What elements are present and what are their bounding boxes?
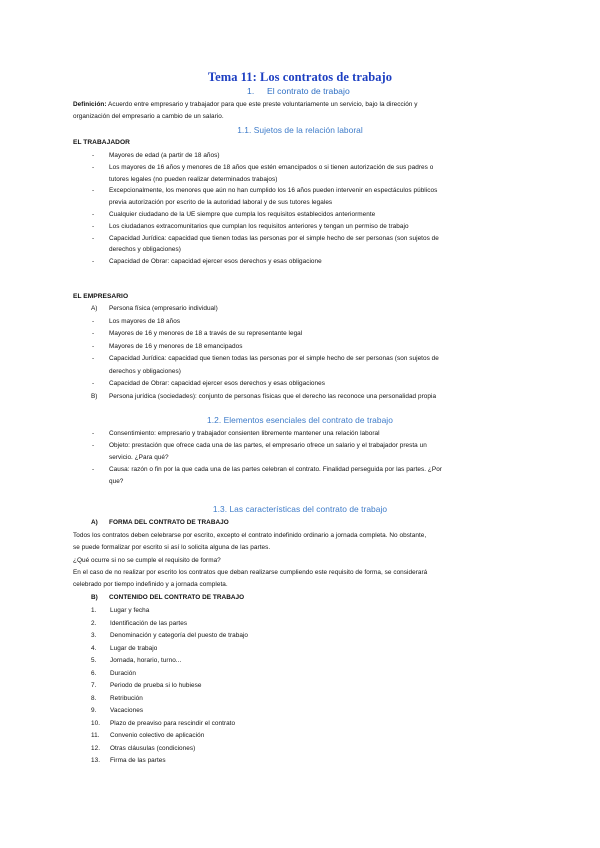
contenido-item-number: 8. — [91, 694, 97, 702]
empresario-a-text: Persona física (empresario individual) — [109, 305, 218, 312]
trabajador-bullet: - — [92, 152, 95, 159]
trabajador-heading: EL TRABAJADOR — [73, 139, 130, 146]
elementos-item-line: Consentimiento: empresario y trabajador consienten libremente mantener una relación laboral — [109, 430, 380, 437]
contenido-item-number: 4. — [91, 644, 97, 652]
forma-paragraph-line-2: se puede formalizar por escrito si así lo solicita alguna de las partes. — [73, 544, 271, 551]
contenido-item-text: Plazo de preaviso para rescindir el contrato — [110, 719, 236, 727]
page-title: Tema 11: Los contratos de trabajo — [207, 70, 393, 84]
contenido-item-text: Duración — [110, 669, 136, 677]
section-1-1-heading: 1.1. Sujetos de la relación laboral — [237, 125, 363, 135]
empresario-a-item-line: Capacidad de Obrar: capacidad ejercer esos derechos y esas obligaciones — [109, 380, 325, 387]
empresario-a-item-line: derechos y obligaciones) — [109, 367, 181, 375]
forma-label: A) — [91, 519, 98, 526]
contenido-item-text: Vacaciones — [110, 707, 144, 714]
contenido-item-number: 1. — [91, 607, 97, 614]
elementos-item-line: servicio. ¿Para qué? — [109, 453, 169, 461]
trabajador-item-line: derechos y obligaciones) — [109, 246, 181, 254]
trabajador-item-line: Mayores de edad (a partir de 18 años) — [109, 152, 220, 159]
contenido-item-text: Jornada, horario, turno... — [110, 657, 182, 664]
heading-1-text: El contrato de trabajo — [267, 86, 350, 96]
trabajador-item-line: Capacidad Jurídica: capacidad que tienen todas las personas por el simple hecho de ser personas (son sujetos de — [109, 234, 439, 242]
trabajador-bullet: - — [92, 222, 95, 230]
contenido-item-number: 5. — [91, 657, 97, 664]
contenido-item-number: 3. — [91, 632, 97, 639]
trabajador-item-line: Excepcionalmente, los menores que aún no han cumplido los 16 años pueden intervenir en espectáculos públicos — [109, 187, 438, 195]
elementos-bullet: - — [92, 442, 95, 450]
contenido-item-number: 6. — [91, 669, 97, 677]
section-1-2-heading: 1.2. Elementos esenciales del contrato de trabajo — [207, 415, 393, 425]
definition-label: Definición: — [73, 101, 107, 108]
section-1-3-heading: 1.3. Las características del contrato de trabajo — [212, 504, 388, 514]
contenido-item-text: Otras cláusulas (condiciones) — [110, 744, 196, 752]
trabajador-bullet: - — [92, 258, 95, 266]
definition-line-2: organización del empresario a cambio de un salario. — [73, 113, 224, 120]
contenido-heading: CONTENIDO DEL CONTRATO DE TRABAJO — [109, 594, 245, 601]
contenido-item-text: Periodo de prueba si lo hubiese — [110, 682, 202, 689]
contenido-item-number: 11. — [91, 732, 100, 739]
definition-line-1 — [73, 101, 417, 108]
empresario-a-item-line: Capacidad Jurídica: capacidad que tienen todas las personas por el simple hecho de ser personas (son sujetos de — [109, 355, 439, 363]
forma-question: ¿Qué ocurre si no se cumple el requisito de forma? — [73, 557, 221, 564]
trabajador-bullet: - — [92, 234, 95, 242]
empresario-b-text: Persona jurídica (sociedades): conjunto de personas físicas que el derecho las reconoce una personalidad propia — [109, 393, 437, 400]
contenido-item-text: Denominación y categoría del puesto de trabajo — [110, 632, 249, 639]
elementos-item-line: Objeto: prestación que ofrece cada una de las partes, el empresario ofrece un salario y el trabajador presta un — [109, 442, 427, 450]
trabajador-item-line: Cualquier ciudadano de la UE siempre que cumpla los requisitos establecidos anteriormente — [109, 210, 376, 218]
empresario-a-bullet: - — [92, 380, 95, 387]
contenido-item-number: 2. — [91, 619, 97, 627]
empresario-a-item-line: Los mayores de 18 años — [109, 318, 181, 325]
contenido-item-text: Lugar y fecha — [110, 607, 150, 614]
elementos-bullet: - — [92, 430, 95, 437]
trabajador-item-line: Capacidad de Obrar: capacidad ejercer esos derechos y esas obligacione — [109, 258, 322, 266]
elementos-item-line: que? — [109, 477, 124, 485]
empresario-a-item-line: Mayores de 16 y menores de 18 a través de su representante legal — [109, 330, 303, 338]
empresario-heading: EL EMPRESARIO — [73, 293, 129, 300]
contenido-item-text: Retribución — [110, 694, 143, 702]
elementos-bullet: - — [92, 466, 95, 474]
forma-paragraph-line-3: En el caso de no realizar por escrito los contratos que deban realizarse cumpliendo este requisito de forma, se considerará — [73, 569, 428, 576]
contenido-item-number: 13. — [91, 757, 101, 764]
contenido-item-number: 10. — [91, 719, 101, 727]
empresario-a-item-line: Mayores de 16 y menores de 18 emancipados — [109, 342, 243, 350]
trabajador-item-line: previa autorización por escrito de la autoridad laboral y de sus tutores legales — [109, 199, 333, 206]
trabajador-item-line: Los ciudadanos extracomunitarios que cumplan los requisitos anteriores y tengan un permiso de trabajo — [109, 222, 409, 230]
contenido-item-number: 7. — [91, 682, 97, 689]
empresario-a-bullet: - — [92, 355, 95, 363]
empresario-b-label: B) — [91, 393, 98, 400]
contenido-item-number: 12. — [91, 744, 101, 752]
forma-paragraph-line-1: Todos los contratos deben celebrarse por escrito, excepto el contrato indefinido ordinario a jornada completa. No obstante, — [73, 532, 427, 539]
forma-heading: FORMA DEL CONTRATO DE TRABAJO — [109, 519, 229, 526]
trabajador-item-line: tutores legales (no pueden realizar determinados trabajos) — [109, 175, 278, 183]
contenido-item-text: Convenio colectivo de aplicación — [110, 732, 205, 739]
contenido-item-text: Firma de las partes — [110, 757, 166, 764]
trabajador-item-line: Los mayores de 16 años y menores de 18 años que estén emancipados o si tienen autorización de sus padres o — [109, 163, 434, 171]
heading-1-number: 1. — [247, 86, 255, 96]
trabajador-bullet: - — [92, 163, 95, 171]
contenido-item-number: 9. — [91, 707, 97, 714]
empresario-a-label: A) — [91, 305, 98, 312]
trabajador-bullet: - — [92, 210, 95, 218]
elementos-item-line: Causa: razón o fin por la que cada una de las partes celebran el contrato. Finalidad perseguida por las partes. ¿Por — [109, 466, 442, 474]
contenido-item-text: Identificación de las partes — [110, 619, 188, 627]
trabajador-bullet: - — [92, 187, 95, 195]
contenido-label: B) — [91, 594, 98, 601]
contenido-item-text: Lugar de trabajo — [110, 644, 158, 652]
definition-text-1: Acuerdo entre empresario y trabajador para que este preste voluntariamente un servicio, bajo la dirección y — [106, 101, 418, 108]
empresario-a-bullet: - — [92, 342, 95, 350]
forma-paragraph-line-4: celebrado por tiempo indefinido y a jornada completa. — [73, 581, 228, 588]
empresario-a-bullet: - — [92, 330, 95, 338]
empresario-a-bullet: - — [92, 318, 95, 325]
